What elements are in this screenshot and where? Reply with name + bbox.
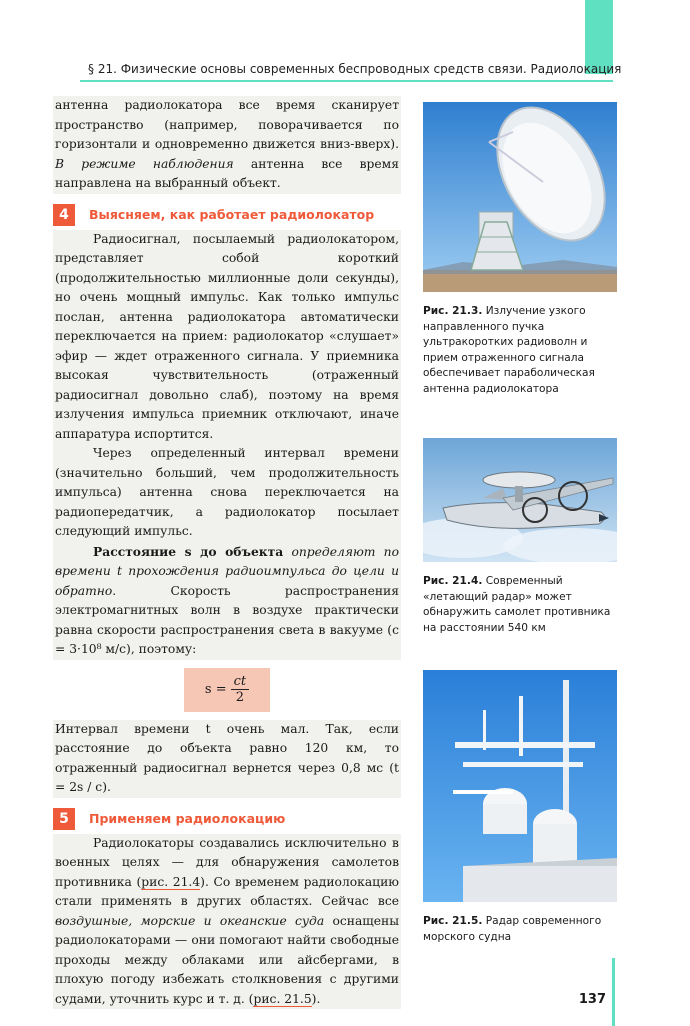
section-5-paragraph: Радиолокаторы создавались исключительно в военных целях — для обнаружения самолетов противника (рис. 21.4). Со временем радиолокацию стали применять в других областях. Сейчас все воздушные, морские и океанские суда оснащены радиолокаторами — они помогают найти свободные проходы между облаками или айсбергами, в плохую погоду избежать столкновения с другими судами, уточнить курс и т. д. (рис. 21.5).	[53, 834, 401, 1010]
figure-link-21-4[interactable]: рис. 21.4	[141, 874, 201, 889]
figure-caption: Рис. 21.4. Современный «летающий радар» может обнаружить самолет противника на расстоянии 540 км	[423, 575, 611, 634]
section-number-badge: 4	[53, 204, 75, 226]
formula-denominator: 2	[235, 690, 244, 705]
distance-formula	[184, 668, 270, 712]
section-4-heading	[53, 204, 401, 226]
formula-lhs: s =	[204, 682, 227, 697]
figure-21-4	[423, 438, 617, 636]
figure-link-21-5[interactable]: рис. 21.5	[253, 991, 312, 1006]
section-title: Применяем радиолокацию	[89, 811, 286, 826]
section-4-paragraph-4: Интервал времени t очень мал. Так, если расстояние до объекта равно 120 км, то отраженный радиосигнал вернется через 0,8 мс (t = 2s / c).	[53, 720, 401, 798]
running-header: § 21. Физические основы современных беспроводных средств связи. Радиолокация	[88, 62, 622, 76]
flying-radar-image	[423, 438, 617, 562]
intro-paragraph: антенна радиолокатора все время сканирует пространство (например, поворачивается по горизонтали и одновременно движется вниз-вверх). В режиме наблюдения антенна все время направлена на выбранный объект.	[53, 96, 401, 194]
section-4-paragraph-1: Радиосигнал, посылаемый радиолокатором, представляет собой короткий (продолжительностью миллионные доли секунды), но очень мощный импульс. Как только импульс послан, антенна радиолокатора автоматически переключается на прием: радиолокатор «слушает» эфир — ждет отраженного сигнала. У приемника высокая чувствительность (отраженный радиосигнал довольно слаб), поэтому на время излучения импульса приемник отключают, иначе аппаратура испортится.	[53, 230, 401, 445]
figure-21-5	[423, 670, 617, 945]
figure-caption: Рис. 21.3. Излучение узкого направленного пучка ультракоротких радиоволн и прием отраженного сигнала обеспечивает параболическая антенна радиолокатора	[423, 305, 595, 395]
figure-caption: Рис. 21.5. Радар современного морского судна	[423, 915, 602, 943]
page-number: 137	[578, 992, 606, 1007]
radar-antenna-image	[423, 102, 617, 292]
section-4-paragraph-3: Расстояние s до объекта определяют по времени t прохождения радиоимпульса до цели и обратно. Скорость распространения электромагнитных волн в воздухе практически равна скорости распространения света в вакууме (c = 3·10⁸ м/с), поэтому:	[53, 542, 401, 660]
ship-radar-image	[423, 670, 617, 902]
formula-fraction	[231, 674, 250, 705]
section-number-badge: 5	[53, 808, 75, 830]
formula-numerator: ct	[231, 674, 250, 690]
section-title: Выясняем, как работает радиолокатор	[89, 207, 375, 222]
page-edge-rule	[612, 958, 615, 1026]
figure-21-3	[423, 102, 617, 398]
section-5-heading	[53, 808, 401, 830]
main-column	[53, 96, 401, 1009]
section-4-paragraph-2: Через определенный интервал времени (значительно больший, чем продолжительность импульса) антенна снова переключается на радиопередатчик, а радиолокатор посылает следующий импульс.	[53, 444, 401, 542]
header-rule	[80, 80, 613, 82]
